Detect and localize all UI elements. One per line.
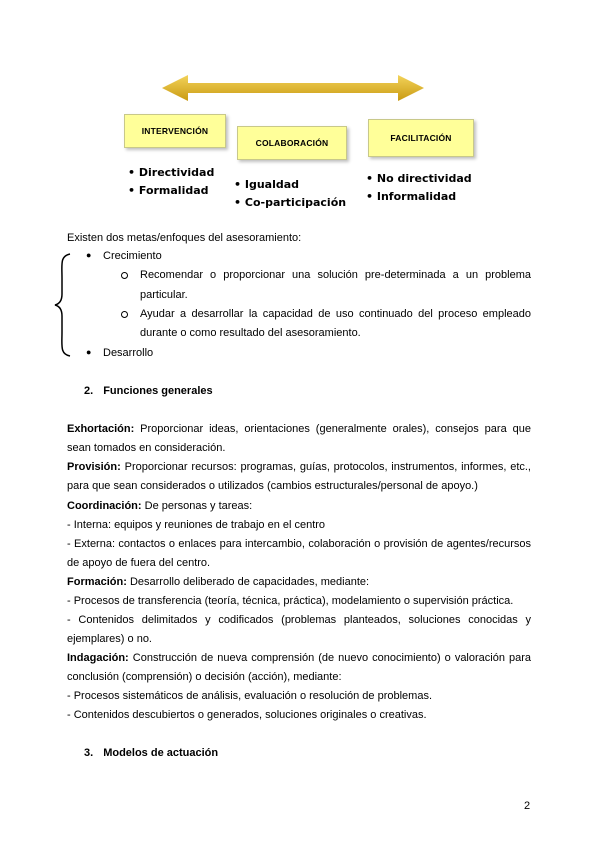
goal-crecimiento: Crecimiento xyxy=(103,250,162,262)
trait-coparticipacion: Co-participación xyxy=(244,196,347,209)
formacion-line1: Formación: Desarrollo deliberado de capacidades, mediante: xyxy=(67,576,370,588)
circle-bullet xyxy=(121,272,128,279)
intro-text: Existen dos metas/enfoques del asesoramiento: xyxy=(67,232,302,244)
formacion-line4: ejemplares) o no. xyxy=(67,633,152,645)
formacion-line3: - Contenidos delimitados y codificados (problemas planteados, soluciones conocidas y xyxy=(67,614,531,626)
trait-directividad: Directividad xyxy=(138,166,215,179)
box-colaboracion: COLABORACIÓN xyxy=(237,126,347,160)
indagacion-line3: - Procesos sistemáticos de análisis, evaluación o resolución de problemas. xyxy=(67,690,433,702)
exhortacion-line1: Exhortación: Proporcionar ideas, orientaciones (generalmente orales), consejos para que xyxy=(67,423,531,435)
goal-sub2-line1: Ayudar a desarrollar la capacidad de uso continuado del proceso empleado xyxy=(140,308,531,320)
exhortacion-line2: sean tomados en consideración. xyxy=(67,442,226,454)
indagacion-line4: - Contenidos descubiertos o generados, soluciones originales o creativas. xyxy=(67,709,427,721)
trait-formalidad: Formalidad xyxy=(138,184,209,197)
section2-heading: 2. Funciones generales xyxy=(84,385,213,397)
page-number: 2 xyxy=(524,800,531,812)
trait-informalidad: Informalidad xyxy=(376,190,457,203)
box-intervencion: INTERVENCIÓN xyxy=(124,114,226,148)
list-facilitacion: • No directividad • Informalidad xyxy=(366,172,472,203)
trait-no-directividad: No directividad xyxy=(376,172,472,185)
double-arrow-icon xyxy=(162,75,424,101)
curly-brace-icon xyxy=(52,252,76,358)
approach-diagram xyxy=(124,70,474,215)
goal-desarrollo: Desarrollo xyxy=(103,347,154,359)
bullet-dot: ● xyxy=(86,250,92,260)
indagacion-line2: conclusión (comprensión) o decisión (acción), mediante: xyxy=(67,671,342,683)
circle-bullet xyxy=(121,311,128,318)
goal-sub1-line2: particular. xyxy=(140,289,188,301)
coordinacion-line1: Coordinación: De personas y tareas: xyxy=(67,500,253,512)
trait-igualdad: Igualdad xyxy=(244,178,300,191)
coordinacion-line2: - Interna: equipos y reuniones de trabajo en el centro xyxy=(67,519,326,531)
bullet-dot: ● xyxy=(86,347,92,357)
list-intervencion: • Directividad • Formalidad xyxy=(128,166,215,197)
list-colaboracion: • Igualdad • Co-participación xyxy=(234,178,347,209)
formacion-line2: - Procesos de transferencia (teoría, técnica, práctica), modelamiento o supervisión práctica. xyxy=(67,595,514,607)
indagacion-line1: Indagación: Construcción de nueva comprensión (de nuevo conocimiento) o valoración para xyxy=(67,652,531,664)
provision-line1: Provisión: Proporcionar recursos: programas, guías, protocolos, instrumentos, informes, etc., xyxy=(67,461,531,473)
box-facilitacion: FACILITACIÓN xyxy=(368,119,474,157)
coordinacion-line4: de apoyo de fuera del centro. xyxy=(67,557,211,569)
goal-sub1-line1: Recomendar o proporcionar una solución pre-determinada a un problema xyxy=(140,269,531,281)
coordinacion-line3: - Externa: contactos o enlaces para intercambio, colaboración o provisión de agentes/recursos xyxy=(67,538,531,550)
provision-line2: para que sean considerados o utilizados (cambios estructurales/personal de apoyo.) xyxy=(67,480,478,492)
goal-sub2-line2: durante o como resultado del asesoramiento. xyxy=(140,327,361,339)
section3-heading: 3. Modelos de actuación xyxy=(84,747,219,759)
